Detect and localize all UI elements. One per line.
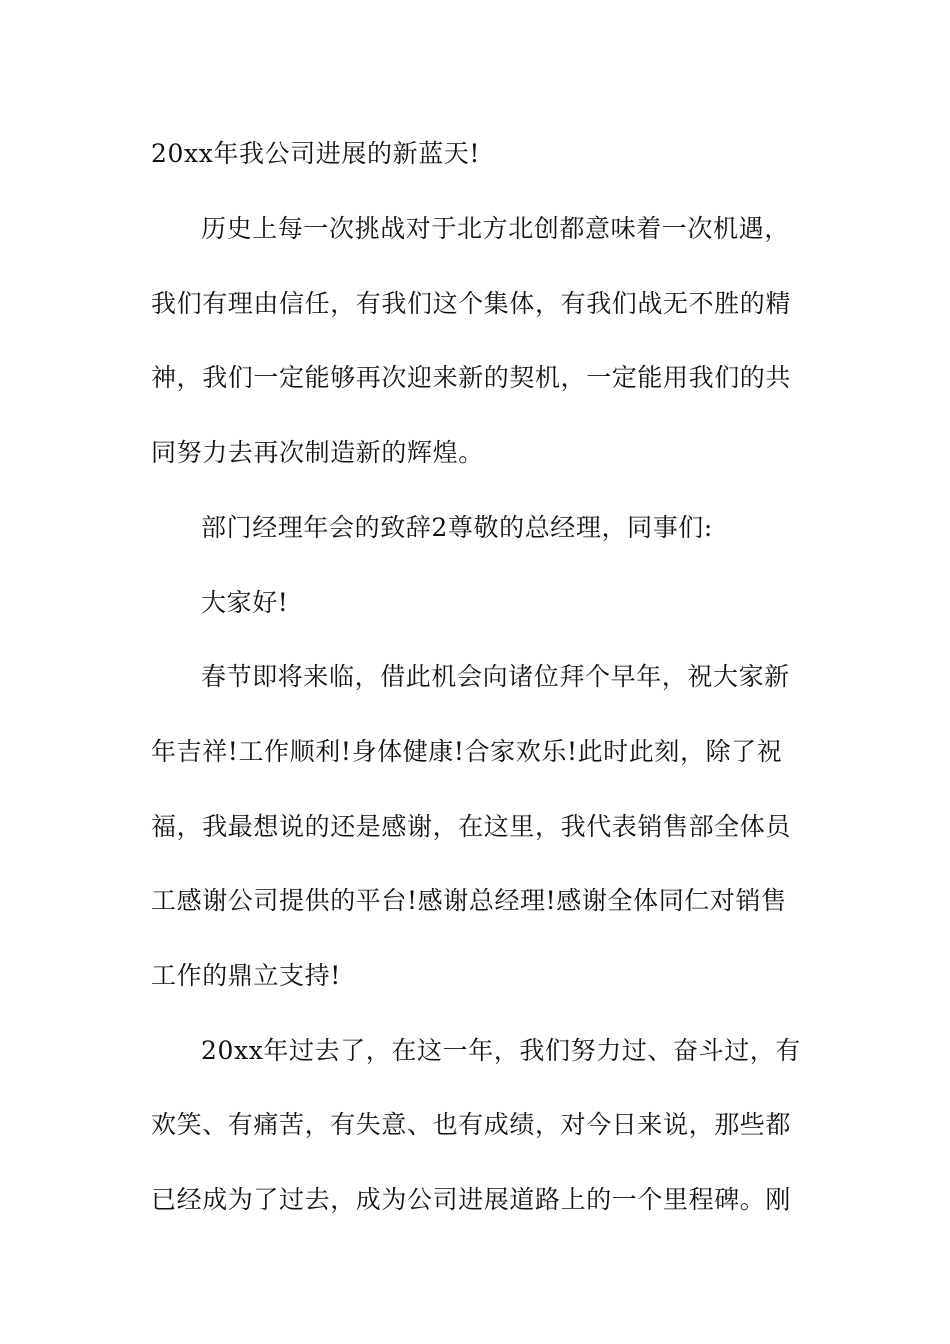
text-line: 同努力去再次制造新的辉煌。 — [151, 438, 484, 467]
text-line: 欢笑、有痛苦，有失意、也有成绩，对今日来说，那些都 — [151, 1110, 792, 1139]
text-line: 神，我们一定能够再次迎来新的契机，一定能用我们的共 — [151, 363, 792, 392]
greeting-line: 大家好! — [201, 588, 289, 617]
paragraph-start-line: 春节即将来临，借此机会向诸位拜个早年，祝大家新 — [201, 662, 790, 691]
text-line: 福，我最想说的还是感谢，在这里，我代表销售部全体员 — [151, 812, 792, 841]
text-line: 工感谢公司提供的平台!感谢总经理!感谢全体同仁对销售 — [151, 886, 787, 915]
text-line: 年吉祥!工作顺利!身体健康!合家欢乐!此时此刻，除了祝 — [151, 737, 783, 766]
paragraph-start-line: 部门经理年会的致辞2尊敬的总经理，同事们: — [201, 513, 713, 542]
text-line: 20xx年我公司进展的新蓝天! — [151, 139, 481, 168]
paragraph-start-line: 历史上每一次挑战对于北方北创都意味着一次机遇， — [201, 214, 790, 243]
text-line: 工作的鼎立支持! — [151, 961, 341, 990]
text-line: 已经成为了过去，成为公司进展道路上的一个里程碑。刚 — [151, 1185, 792, 1214]
paragraph-start-line: 20xx年过去了，在这一年，我们努力过、奋斗过，有 — [201, 1036, 802, 1065]
text-line: 我们有理由信任，有我们这个集体，有我们战无不胜的精 — [151, 289, 792, 318]
